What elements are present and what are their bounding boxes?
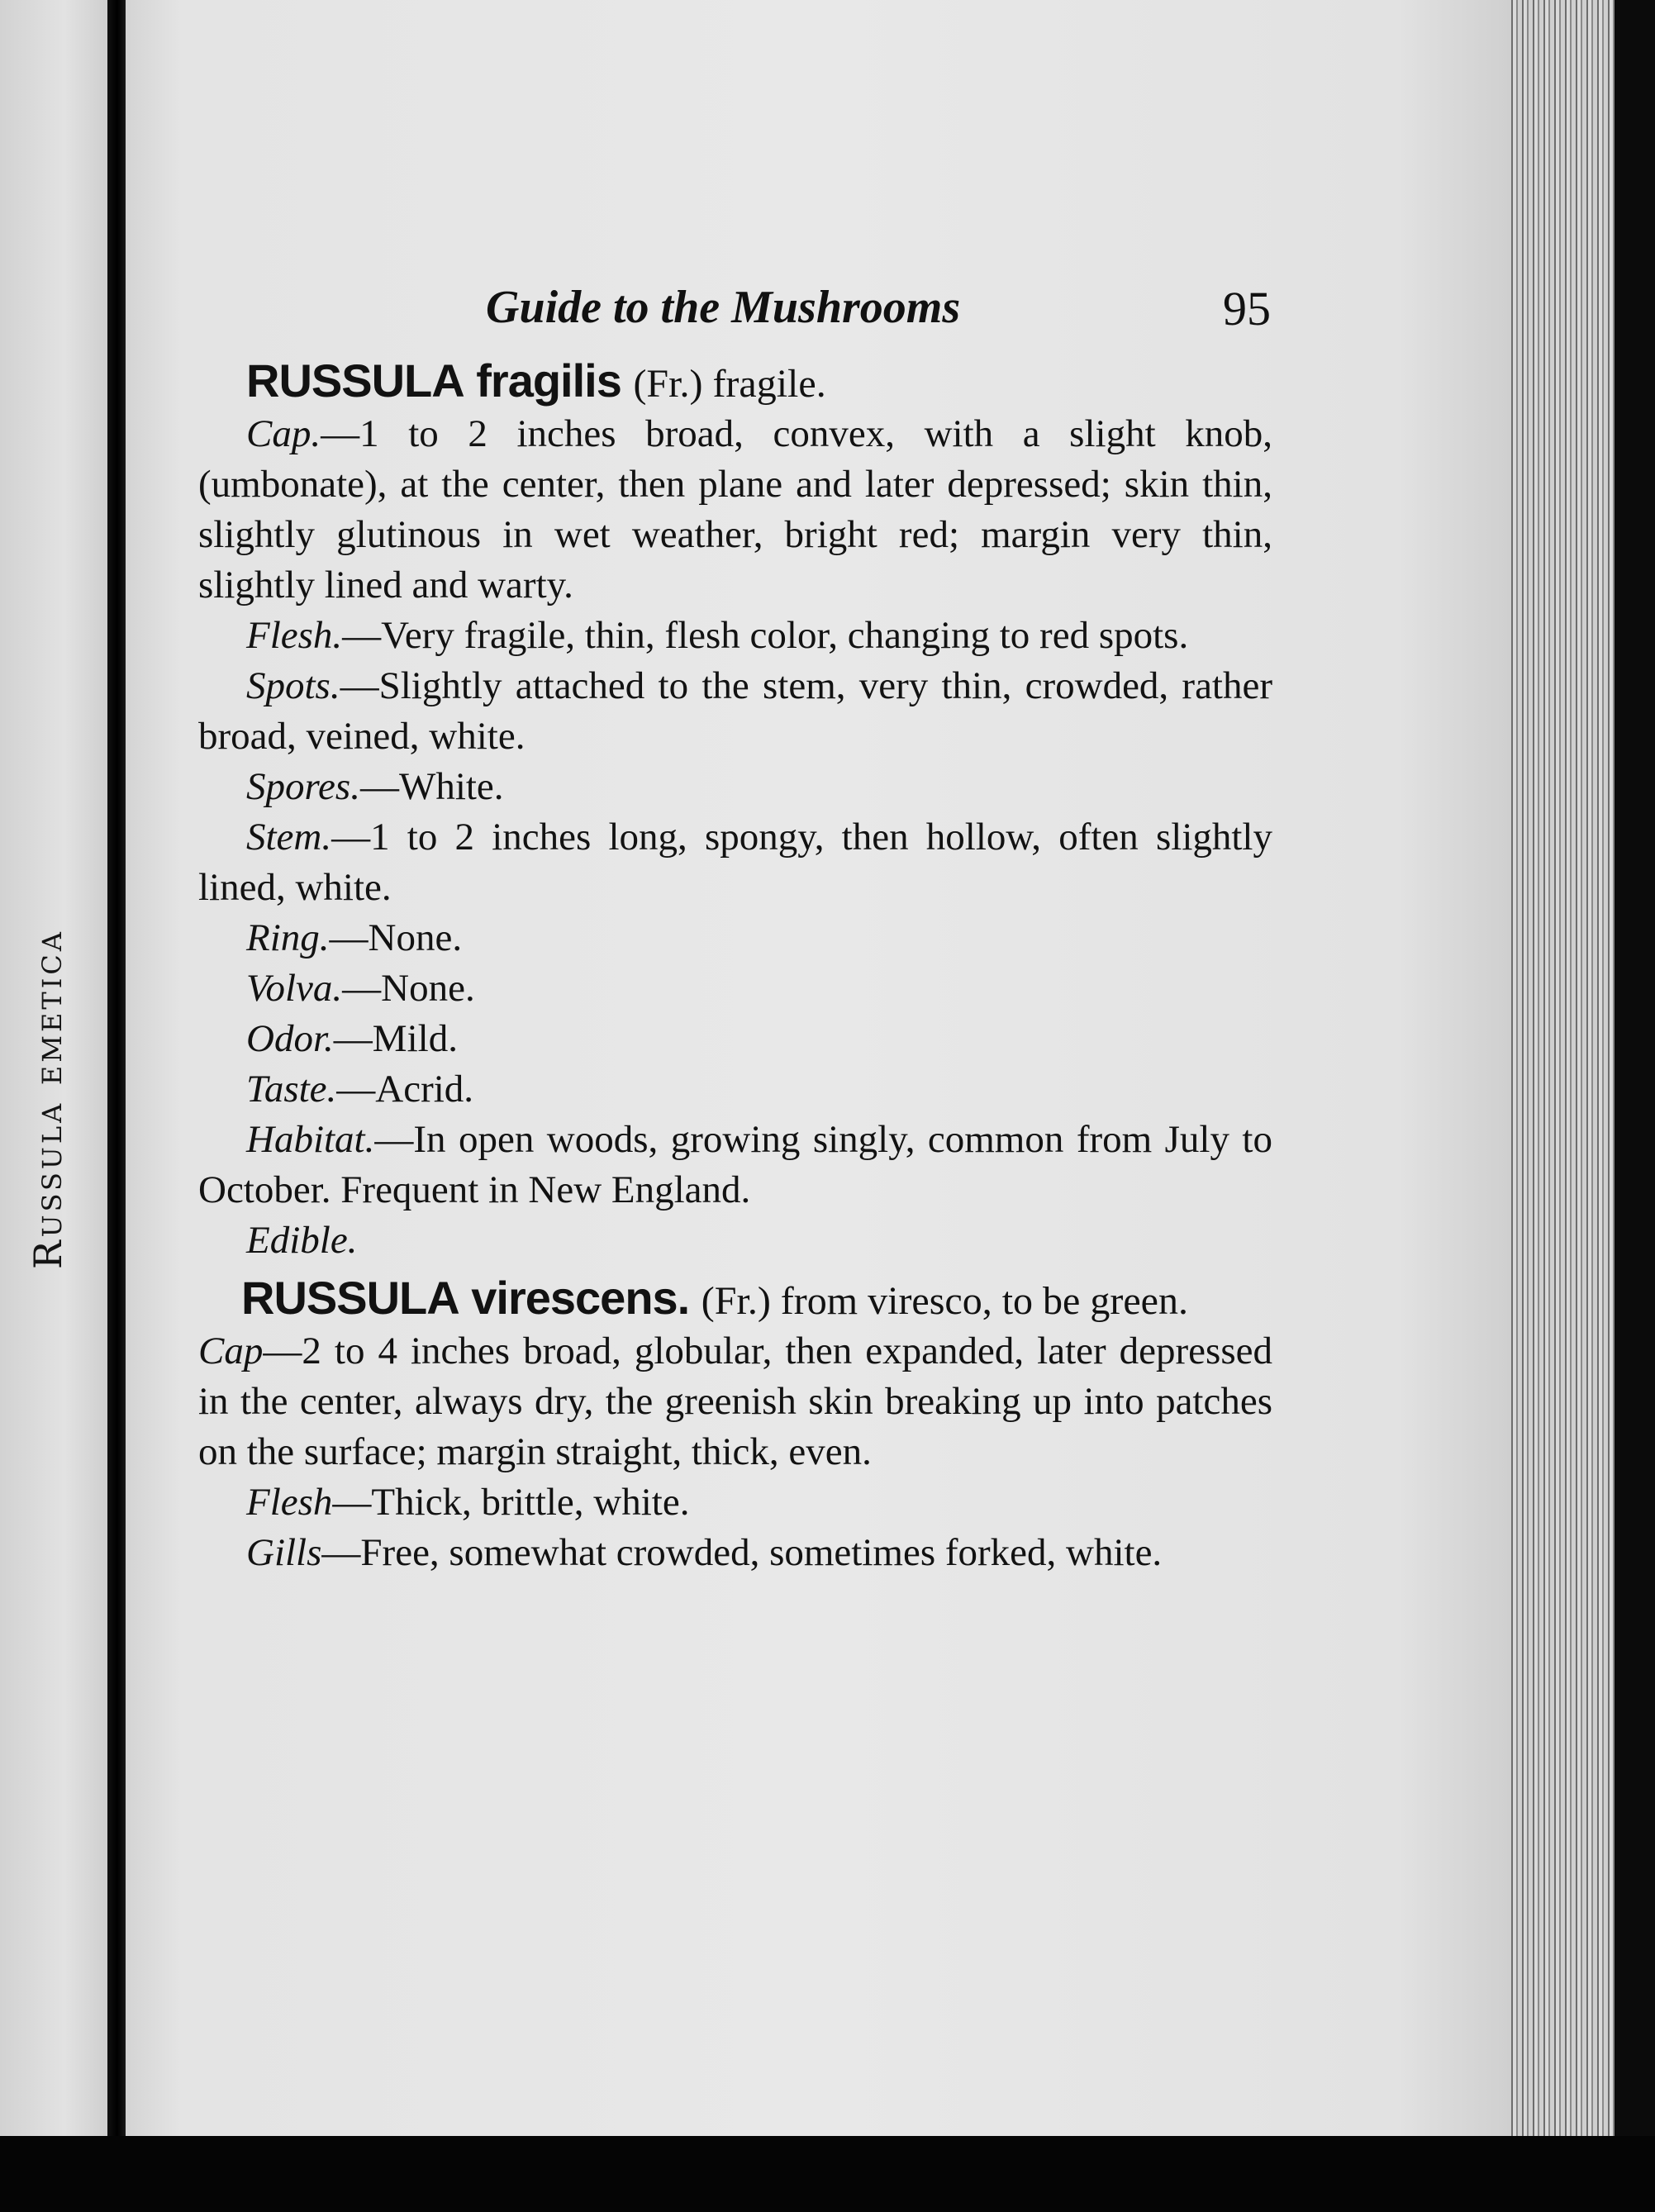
field-cap xyxy=(198,409,1272,611)
field-label: Habitat. xyxy=(246,1118,375,1161)
field-label: Flesh. xyxy=(246,614,343,657)
book-gutter xyxy=(107,0,126,2212)
species-heading xyxy=(198,355,1272,409)
bottom-shadow xyxy=(0,2136,1655,2212)
field-text: —Slightly attached to the stem, very thin, crowded, rather broad, veined, white. xyxy=(198,664,1272,758)
field-text: —Thick, brittle, white. xyxy=(332,1481,690,1524)
field-cap xyxy=(198,1326,1272,1477)
field-spots xyxy=(198,661,1272,762)
field-text: —1 to 2 inches broad, convex, with a slight knob, (umbonate), at the center, then plane and later depressed; skin thin, slightly glutinous in wet weather, bright red; margin very thin, slightly lined and warty. xyxy=(198,412,1272,607)
facing-page xyxy=(0,0,107,2212)
field-text: —1 to 2 inches long, spongy, then hollow, often slightly lined, white. xyxy=(198,816,1272,909)
field-label: Cap. xyxy=(246,412,321,455)
species-epithet: virescens. xyxy=(471,1272,690,1324)
running-header xyxy=(486,281,1271,347)
field-text: —None. xyxy=(342,967,475,1010)
field-text: —Free, somewhat crowded, sometimes forked, white. xyxy=(321,1531,1163,1574)
page-number: 95 xyxy=(1223,282,1271,335)
field-text: —2 to 4 inches broad, globular, then expanded, later depressed in the center, always dry, the greenish skin breaking up into patches on the surface; margin straight, thick, even. xyxy=(198,1330,1272,1473)
field-text: —Mild. xyxy=(333,1017,458,1060)
page-edge-stack xyxy=(1507,0,1615,2136)
spine-label-text: Russula emetica xyxy=(26,929,70,1269)
field-volva xyxy=(198,963,1272,1014)
running-title: Guide to the Mushrooms xyxy=(486,282,961,333)
genus-name: RUSSULA xyxy=(241,1272,459,1324)
field-flesh xyxy=(198,1477,1272,1528)
field-text: —Acrid. xyxy=(336,1068,474,1111)
field-taste xyxy=(198,1064,1272,1115)
species-etymology: (Fr.) fragile. xyxy=(633,362,826,406)
field-spores xyxy=(198,762,1272,812)
field-text: —White. xyxy=(359,765,504,808)
field-label: Stem. xyxy=(246,816,332,859)
text-block xyxy=(198,355,1272,1578)
field-label: Flesh xyxy=(246,1481,333,1524)
species-heading xyxy=(198,1272,1272,1326)
field-gills xyxy=(198,1528,1272,1578)
field-ring xyxy=(198,913,1272,963)
field-habitat xyxy=(198,1115,1272,1215)
species-epithet: fragilis xyxy=(476,354,621,407)
field-label: Ring. xyxy=(246,916,330,959)
spine-label xyxy=(7,835,89,1363)
field-label: Spores. xyxy=(246,765,360,808)
field-odor xyxy=(198,1014,1272,1064)
field-label: Spots. xyxy=(246,664,340,707)
field-flesh xyxy=(198,611,1272,661)
field-label: Cap xyxy=(198,1330,264,1372)
species-etymology: (Fr.) from viresco, to be green. xyxy=(701,1279,1188,1323)
edibility-note: Edible. xyxy=(246,1219,358,1262)
field-text: —None. xyxy=(329,916,463,959)
field-label: Volva. xyxy=(246,967,343,1010)
field-text: —In open woods, growing singly, common from July to October. Frequent in New England. xyxy=(198,1118,1272,1211)
field-label: Taste. xyxy=(246,1068,337,1111)
field-label: Gills xyxy=(246,1531,322,1574)
field-label: Odor. xyxy=(246,1017,334,1060)
field-text: —Very fragile, thin, flesh color, changing to red spots. xyxy=(342,614,1189,657)
field-stem xyxy=(198,812,1272,913)
genus-name: RUSSULA xyxy=(246,354,464,407)
